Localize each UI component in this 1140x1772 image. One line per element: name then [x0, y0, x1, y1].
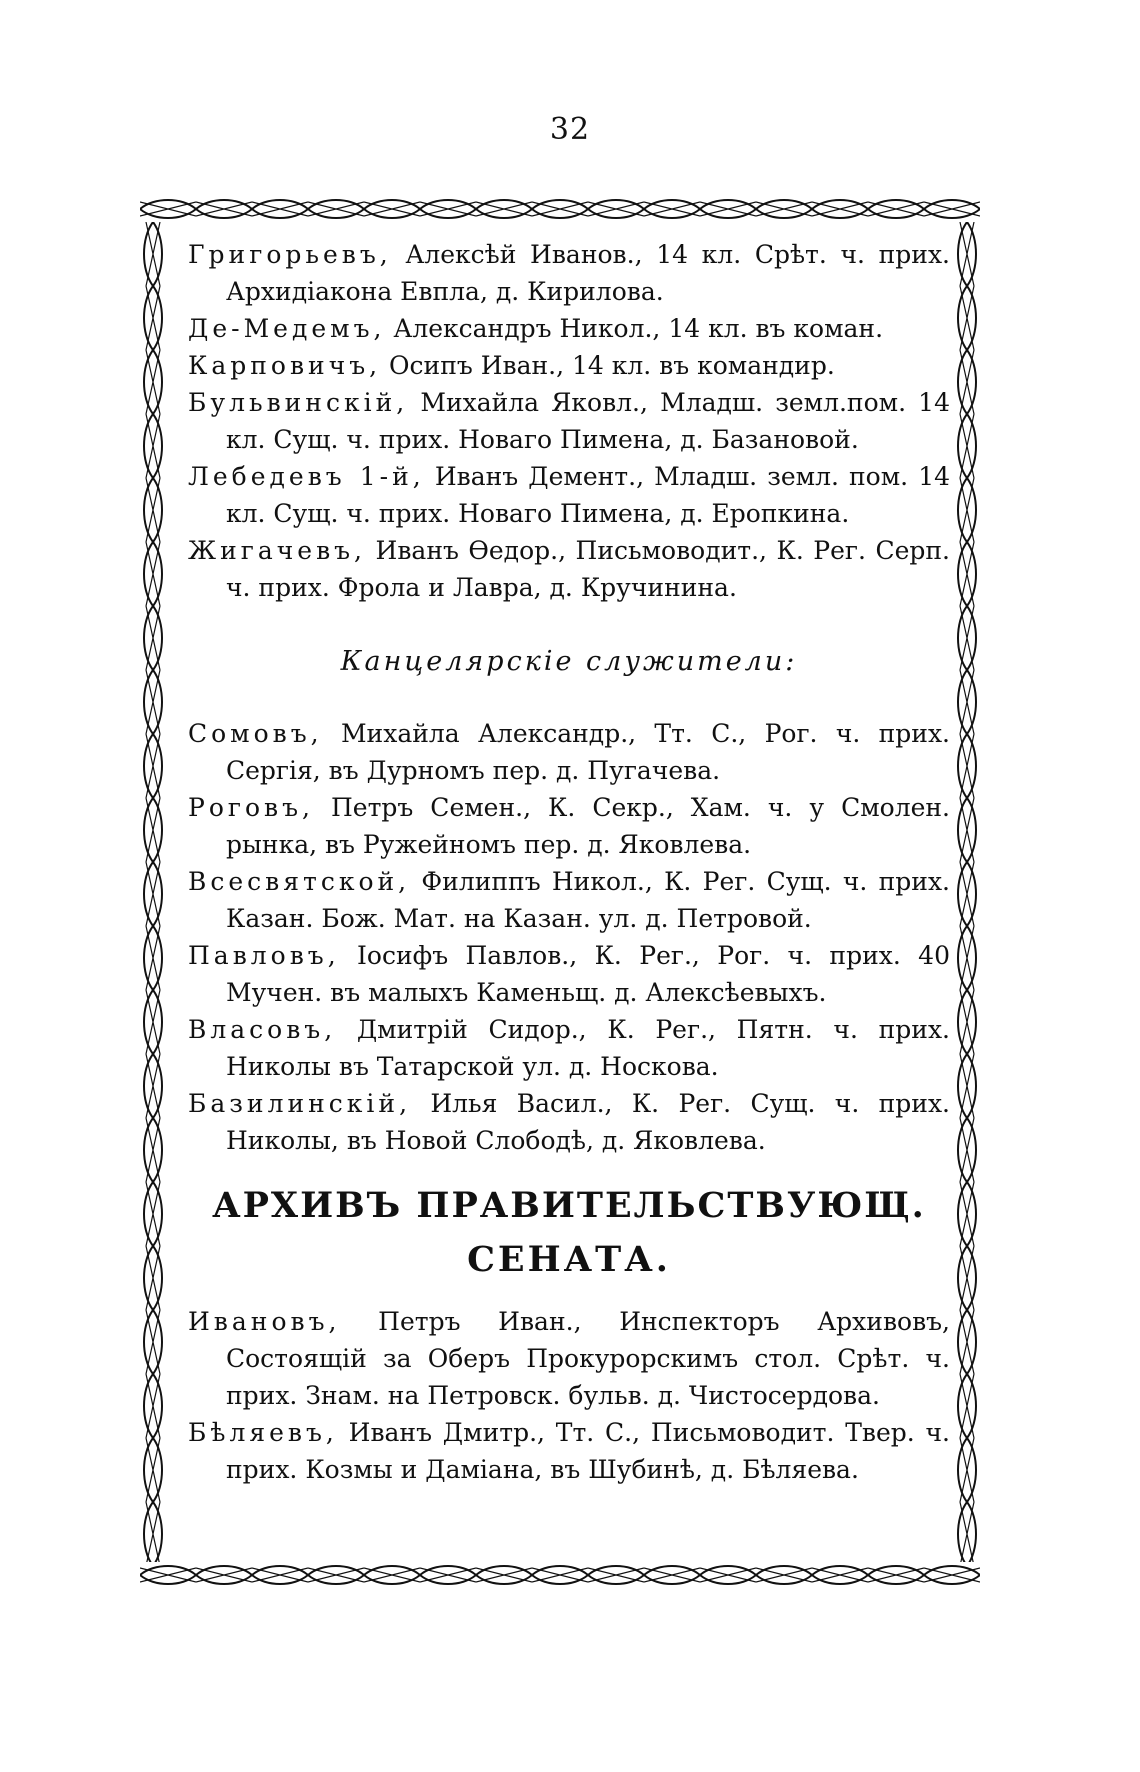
entry-surname: Бульвинскій, [188, 388, 409, 417]
entry-text: Михайла Александр., Тт. С., Рог. ч. прих. Сергія, въ Дурномъ пер. д. Пугачева. [226, 719, 950, 785]
entry-surname: Ивановъ, [188, 1307, 341, 1336]
entry-surname: Базилинскій, [188, 1089, 412, 1118]
entry-surname: Григорьевъ, [188, 240, 392, 269]
entry [188, 532, 950, 606]
entries-block-2 [188, 715, 950, 1159]
entry [188, 863, 950, 937]
entry [188, 384, 950, 458]
entries-block-3 [188, 1303, 950, 1488]
entry-text: Осипъ Иван., 14 кл. въ командир. [389, 351, 835, 380]
page-content [188, 236, 950, 1488]
page-number: 32 [549, 112, 591, 147]
entry [188, 1085, 950, 1159]
entry-surname: Павловъ, [188, 941, 340, 970]
entry-text: Иванъ Ѳедор., Письмоводит., К. Рег. Серп. ч. прих. Фрола и Лавра, д. Кручинина. [226, 536, 951, 602]
entry [188, 347, 950, 384]
archive-subtitle: СЕНАТА. [467, 1239, 671, 1280]
entry [188, 1303, 950, 1414]
entry [188, 1011, 950, 1085]
entry-text: Петръ Иван., Инспекторъ Архивовъ, Состоящій за Оберъ Прокурорскимъ стол. Срѣт. ч. прих. Знам. на Петровск. бульв. д. Чистосердова. [226, 1307, 950, 1410]
entries-block-1 [188, 236, 950, 606]
ornament-border-top [140, 196, 980, 222]
entry-text: Михайла Яковл., Младш. земл.пом. 14 кл. Сущ. ч. прих. Новаго Пимена, д. Базановой. [226, 388, 950, 454]
entry-text: Петръ Семен., К. Секр., Хам. ч. у Смолен. рынка, въ Ружейномъ пер. д. Яковлева. [226, 793, 950, 859]
entry [188, 458, 950, 532]
entry [188, 789, 950, 863]
ornament-border-bottom [140, 1562, 980, 1588]
entry-surname: Сомовъ, [188, 719, 323, 748]
ornament-border-right [954, 222, 980, 1562]
entry-text: Александръ Никол., 14 кл. въ коман. [393, 314, 884, 343]
entry-surname: Роговъ, [188, 793, 314, 822]
entry-text: Филиппъ Никол., К. Рег. Сущ. ч. прих. Казан. Бож. Мат. на Казан. ул. д. Петровой. [226, 867, 950, 933]
entry-surname: Всесвятской, [188, 867, 411, 896]
ornament-border-left [140, 222, 166, 1562]
entry-text: Алексѣй Иванов., 14 кл. Срѣт. ч. прих. Архидіакона Евпла, д. Кирилова. [226, 240, 951, 306]
ornamental-frame [140, 196, 980, 1588]
entry-text: Илья Васил., К. Рег. Сущ. ч. прих. Николы, въ Новой Слободѣ, д. Яковлева. [226, 1089, 950, 1155]
entry-surname: Де-Медемъ, [188, 314, 386, 343]
entry-surname: Лебедевъ 1-й, [188, 462, 425, 491]
entry [188, 236, 950, 310]
entry-surname: Карповичъ, [188, 351, 382, 380]
entry [188, 1414, 950, 1488]
section-heading: Канцелярскіе служители: [340, 646, 798, 677]
entry-text: Дмитрій Сидор., К. Рег., Пятн. ч. прих. Николы въ Татарской ул. д. Носкова. [226, 1015, 950, 1081]
entry [188, 310, 950, 347]
entry [188, 715, 950, 789]
entry-surname: Власовъ, [188, 1015, 337, 1044]
archive-title: АРХИВЪ ПРАВИТЕЛЬСТВУЮЩ. [212, 1185, 926, 1226]
entry [188, 937, 950, 1011]
entry-surname: Бѣляевъ, [188, 1418, 338, 1447]
entry-surname: Жигачевъ, [188, 536, 367, 565]
entry-text: Иванъ Демент., Младш. земл. пом. 14 кл. Сущ. ч. прих. Новаго Пимена, д. Еропкина. [226, 462, 950, 528]
entry-text: Іосифъ Павлов., К. Рег., Рог. ч. прих. 40 Мучен. въ малыхъ Каменьщ. д. Алексѣевыхъ. [226, 941, 950, 1007]
entry-text: Иванъ Дмитр., Тт. С., Письмоводит. Твер. ч. прих. Козмы и Даміана, въ Шубинѣ, д. Бѣляева. [226, 1418, 950, 1484]
